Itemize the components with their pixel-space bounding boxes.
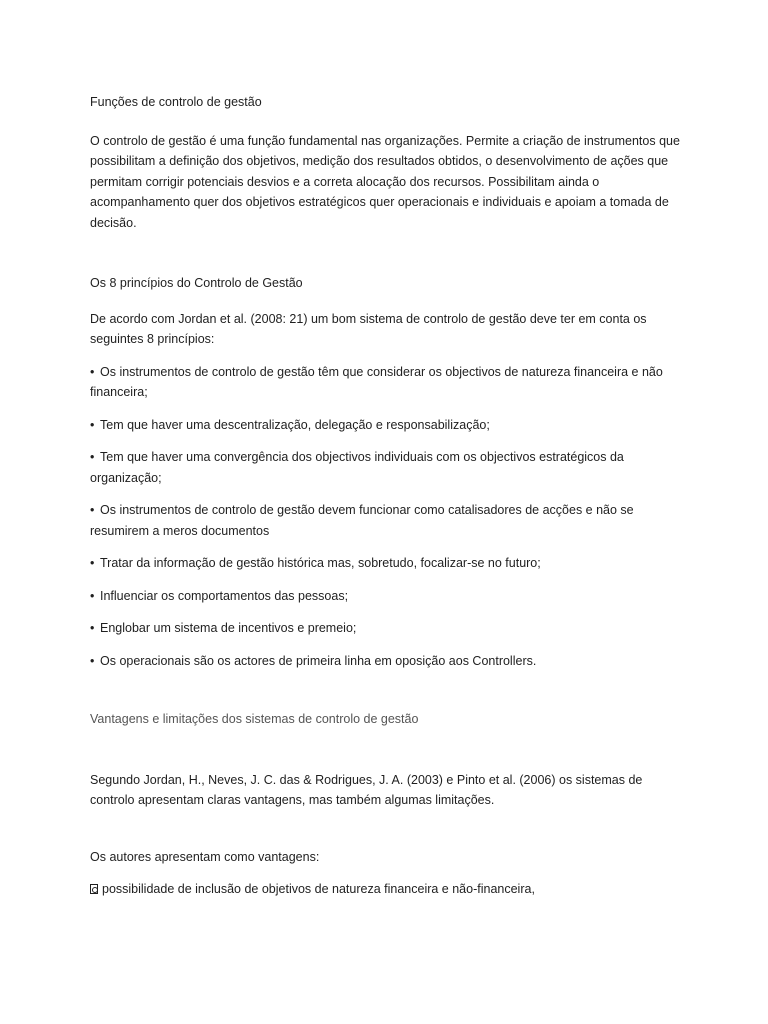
bullet-icon: • xyxy=(90,417,95,432)
principles-heading: Os 8 princípios do Controlo de Gestão xyxy=(90,276,303,290)
bullet-icon: • xyxy=(90,653,95,668)
list-item xyxy=(90,618,690,639)
bullet-icon: • xyxy=(90,621,95,635)
advantages-item-text: possibilidade de inclusão de objetivos de natureza financeira e não-financeira, xyxy=(102,882,535,896)
principles-lead-paragraph: De acordo com Jordan et al. (2008: 21) um bom sistema de controlo de gestão deve ter em conta os seguintes 8 princípios: xyxy=(90,311,647,346)
list-item xyxy=(90,415,690,436)
list-item xyxy=(90,651,690,672)
bullet-icon: • xyxy=(90,364,95,379)
list-item-text: Englobar um sistema de incentivos e premeio; xyxy=(100,621,357,635)
missing-glyph-box-icon xyxy=(90,884,98,894)
bullet-icon: • xyxy=(90,556,95,570)
list-item xyxy=(90,362,690,403)
list-item-text: Os instrumentos de controlo de gestão devem funcionar como catalisadores de acções e não se resumirem a meros documentos xyxy=(90,503,634,538)
list-item-text: Os operacionais são os actores de primeira linha em oposição aos Controllers. xyxy=(100,653,537,668)
principles-list xyxy=(90,362,690,672)
intro-paragraph: O controlo de gestão é uma função fundamental nas organizações. Permite a criação de instrumentos que possibilitam a definição dos objetivos, medição dos resultados obtidos, o desenvolvimento de ações que permitam corrigir potenciais desvios e a correta alocação dos recursos. Possibilitam ainda o acompanhamento quer dos objetivos estratégicos quer operacionais e individuais e apoiam a tomada de decisão. xyxy=(90,133,680,230)
list-item xyxy=(90,586,690,607)
section-title: Funções de controlo de gestão xyxy=(90,95,262,109)
advantages-item xyxy=(90,879,690,900)
bullet-icon: • xyxy=(90,503,95,517)
document-body xyxy=(90,92,690,900)
list-item-text: Influenciar os comportamentos das pessoas; xyxy=(100,588,349,603)
advantages-limitations-heading: Vantagens e limitações dos sistemas de controlo de gestão xyxy=(90,712,419,726)
list-item-text: Os instrumentos de controlo de gestão têm que considerar os objectivos de natureza financeira e não financeira; xyxy=(90,364,663,399)
bullet-icon: • xyxy=(90,588,95,603)
list-item xyxy=(90,553,690,574)
bullet-icon: • xyxy=(90,450,95,464)
list-item-text: Tem que haver uma descentralização, delegação e responsabilização; xyxy=(100,417,490,432)
authors-paragraph: Segundo Jordan, H., Neves, J. C. das & Rodrigues, J. A. (2003) e Pinto et al. (2006) os sistemas de controlo apresentam claras vantagens, mas também algumas limitações. xyxy=(90,772,643,807)
list-item-text: Tem que haver uma convergência dos objectivos individuais com os objectivos estratégicos da organização; xyxy=(90,450,624,485)
list-item xyxy=(90,500,690,541)
advantages-intro: Os autores apresentam como vantagens: xyxy=(90,849,320,864)
list-item xyxy=(90,447,690,488)
list-item-text: Tratar da informação de gestão histórica mas, sobretudo, focalizar-se no futuro; xyxy=(100,556,541,570)
